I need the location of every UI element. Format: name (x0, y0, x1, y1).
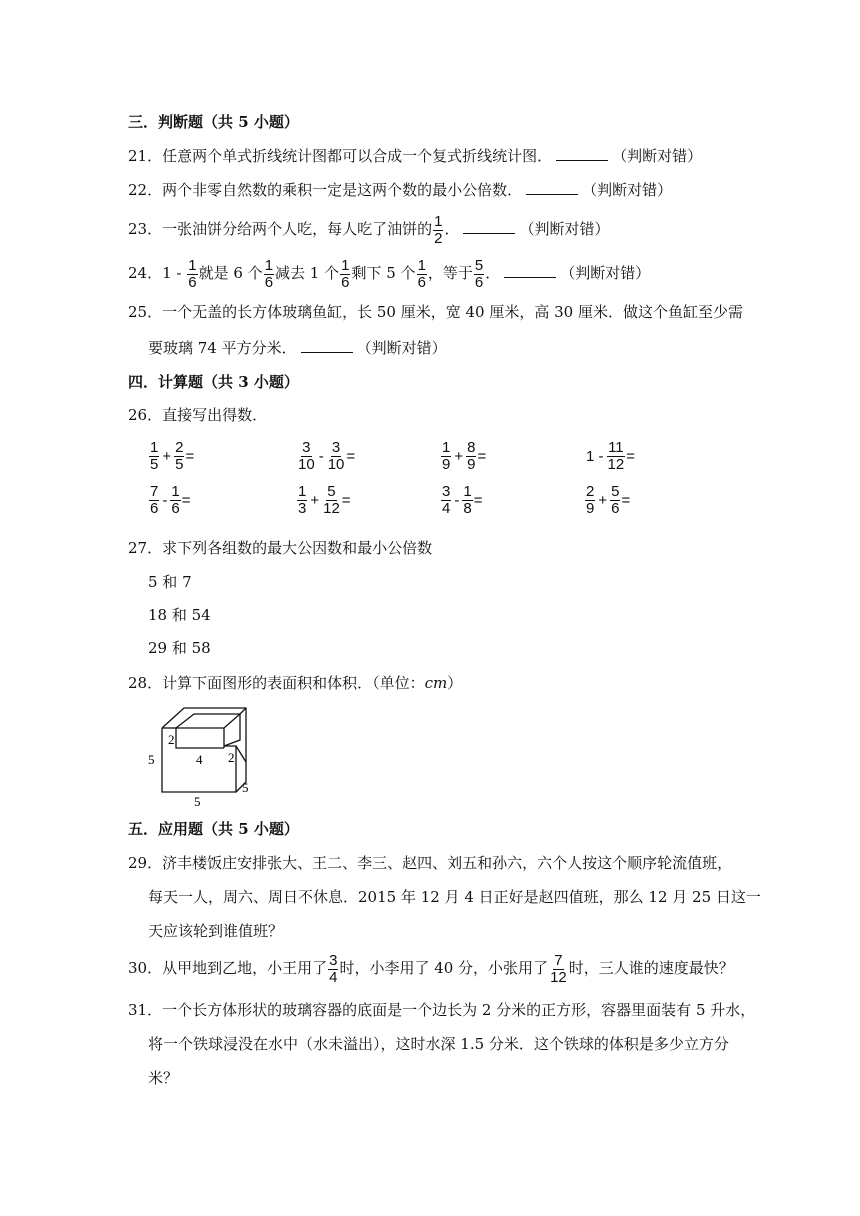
denominator: 9 (586, 500, 595, 517)
denominator: 6 (341, 273, 350, 291)
equals-sign: = (341, 492, 351, 509)
fraction (149, 484, 159, 517)
question-31-line3: 米？ (148, 1069, 179, 1087)
question-21 (128, 146, 702, 166)
question-24 (128, 256, 650, 291)
fraction (607, 440, 626, 473)
fraction (170, 484, 180, 517)
equals-sign: = (626, 448, 635, 465)
q24-text: 剩下 5 个 (351, 264, 416, 282)
denominator: 12 (607, 456, 625, 473)
operator: - (318, 448, 324, 465)
numerator: 8 (467, 439, 476, 456)
numerator: 1 (417, 256, 426, 274)
denominator: 5 (175, 456, 184, 473)
fraction (417, 258, 427, 291)
denominator: 6 (264, 273, 274, 291)
denominator: 12 (323, 500, 340, 517)
equals-sign: = (477, 448, 487, 465)
calc-item (148, 440, 194, 473)
number-pair-1: 5 和 7 (148, 573, 192, 591)
numerator: 7 (150, 483, 159, 500)
equals-sign: = (181, 492, 191, 509)
numerator: 3 (329, 951, 338, 969)
denominator: 6 (611, 500, 620, 517)
denominator: 6 (150, 500, 159, 517)
judge-suffix: （判断对错） (612, 147, 703, 165)
operator: + (162, 448, 172, 465)
denominator: 6 (417, 273, 426, 291)
q21-text: 21．任意两个单式折线统计图都可以合成一个复式折线统计图． (128, 147, 553, 165)
numerator: 2 (586, 483, 595, 500)
judge-suffix: （判断对错） (560, 264, 651, 282)
fraction (297, 484, 307, 517)
q24-pre: 24．1 - (128, 264, 187, 282)
figure-label-step: 2 (228, 750, 235, 765)
question-31-line2: 将一个铁球浸没在水中（水未溢出），这时水深 1.5 分米．这个铁球的体积是多少立方分 (148, 1035, 729, 1053)
answer-blank[interactable] (556, 146, 608, 161)
number-pair-2: 18 和 54 (148, 606, 211, 624)
q23-text: 23．一张油饼分给两个人吃，每人吃了油饼的 (128, 220, 433, 238)
denominator: 5 (150, 456, 159, 473)
q30-text: 时，小李用了 40 分，小张用了 (339, 959, 549, 977)
fraction (187, 258, 197, 291)
denominator: 10 (298, 456, 315, 473)
fraction (441, 440, 451, 473)
denominator: 10 (327, 456, 345, 473)
section-4-heading: 四．计算题（共 3 小题） (128, 373, 299, 391)
figure-label-inner-width: 4 (196, 752, 203, 767)
question-27: 27．求下列各组数的最大公因数和最小公倍数 (128, 539, 433, 557)
question-29-line3: 天应该轮到谁值班？ (148, 922, 284, 940)
question-26: 26．直接写出得数． (128, 406, 268, 424)
denominator: 6 (474, 273, 484, 291)
fraction (322, 484, 341, 517)
numerator: 11 (608, 439, 624, 456)
figure-label-left: 5 (148, 752, 155, 767)
question-31-line1: 31．一个长方体形状的玻璃容器的底面是一个边长为 2 分米的正方形，容器里面装有 5 升水， (128, 1001, 756, 1019)
denominator: 6 (188, 273, 197, 291)
section-3-heading: 三．判断题（共 5 小题） (128, 113, 299, 131)
calc-item (148, 484, 190, 517)
fraction (474, 258, 484, 291)
judge-suffix: （判断对错） (356, 339, 447, 357)
answer-blank[interactable] (301, 338, 353, 353)
fraction (297, 440, 316, 473)
numerator: 1 (298, 483, 307, 500)
question-22 (128, 180, 672, 200)
denominator: 2 (434, 229, 443, 247)
figure-label-inner-height: 2 (168, 732, 175, 747)
equals-sign: = (473, 492, 483, 509)
judge-suffix: （判断对错） (519, 220, 610, 238)
fraction (174, 440, 184, 473)
fraction (585, 484, 595, 517)
denominator: 6 (171, 500, 180, 517)
numerator: 5 (474, 256, 484, 274)
number-pair-3: 29 和 58 (148, 639, 211, 657)
numerator: 1 (463, 483, 472, 500)
numerator: 3 (331, 439, 341, 456)
answer-blank[interactable] (463, 219, 515, 234)
denominator: 8 (463, 500, 472, 517)
operator: + (454, 448, 464, 465)
denominator: 9 (467, 456, 476, 473)
equals-sign: = (346, 448, 356, 465)
fraction (433, 214, 443, 247)
figure-label-right: 5 (242, 780, 249, 795)
q28-close: ） (447, 674, 463, 692)
operator: - (454, 492, 460, 509)
calc-item (296, 484, 351, 517)
calc-lead: 1 - (586, 448, 604, 465)
section-5-heading: 五．应用题（共 5 小题） (128, 820, 299, 838)
q23-post: ． (444, 220, 460, 238)
fraction (549, 953, 568, 986)
question-25-line2 (148, 338, 447, 358)
calc-item (440, 440, 486, 473)
fraction (264, 258, 274, 291)
numerator: 3 (442, 483, 451, 500)
operator: - (162, 492, 168, 509)
numerator: 1 (150, 439, 159, 456)
numerator: 1 (264, 256, 274, 274)
fraction (441, 484, 451, 517)
fraction (610, 484, 620, 517)
fraction (327, 440, 346, 473)
fraction (340, 258, 350, 291)
numerator: 1 (188, 256, 197, 274)
equals-sign: = (621, 492, 631, 509)
q25-text: 要玻璃 74 平方分米． (148, 339, 297, 357)
numerator: 1 (442, 439, 451, 456)
denominator: 4 (442, 500, 451, 517)
q24-text: 减去 1 个 (275, 264, 340, 282)
q30-text: 时，三人谁的速度最快？ (568, 959, 734, 977)
operator: + (310, 492, 320, 509)
question-30 (128, 951, 734, 986)
denominator: 3 (298, 500, 307, 517)
figure-label-bottom: 5 (194, 794, 201, 809)
numerator: 5 (611, 483, 620, 500)
q24-post: ． (485, 264, 501, 282)
denominator: 9 (442, 456, 451, 473)
q24-text: ，等于 (427, 264, 473, 282)
question-28 (128, 673, 462, 693)
question-23 (128, 212, 609, 247)
question-25-line1: 25．一个无盖的长方体玻璃鱼缸，长 50 厘米，宽 40 厘米，高 30 厘米．做这个鱼缸至少需 (128, 303, 743, 321)
fraction (462, 484, 472, 517)
fraction (328, 953, 338, 986)
numerator: 2 (175, 439, 184, 456)
equals-sign: = (185, 448, 195, 465)
numerator: 1 (341, 256, 350, 274)
calc-item (440, 484, 482, 517)
q22-text: 22．两个非零自然数的乘积一定是这两个数的最小公倍数． (128, 181, 523, 199)
numerator: 7 (554, 951, 563, 969)
judge-suffix: （判断对错） (582, 181, 673, 199)
denominator: 4 (329, 968, 338, 986)
q24-text: 就是 6 个 (198, 264, 263, 282)
answer-blank[interactable] (526, 180, 578, 195)
calc-item (584, 484, 630, 517)
fraction (466, 440, 476, 473)
denominator: 12 (550, 968, 567, 986)
question-29-line2: 每天一人，周六、周日不休息．2015 年 12 月 4 日正好是赵四值班，那么 12 月 25 日这一 (148, 888, 761, 906)
numerator: 1 (434, 212, 443, 230)
numerator: 1 (171, 483, 180, 500)
numerator: 5 (327, 483, 336, 500)
calc-item (296, 440, 355, 473)
stepped-box-figure (144, 700, 264, 810)
numerator: 3 (302, 439, 311, 456)
operator: + (598, 492, 608, 509)
q28-unit: cm (424, 674, 448, 692)
answer-blank[interactable] (504, 263, 556, 278)
q30-text: 30．从甲地到乙地，小王用了 (128, 959, 328, 977)
q28-text: 28．计算下面图形的表面积和体积．（单位： (128, 674, 425, 692)
calc-item (584, 440, 635, 473)
question-29-line1: 29．济丰楼饭庄安排张大、王二、李三、赵四、刘五和孙六，六个人按这个顺序轮流值班， (128, 854, 733, 872)
fraction (149, 440, 159, 473)
